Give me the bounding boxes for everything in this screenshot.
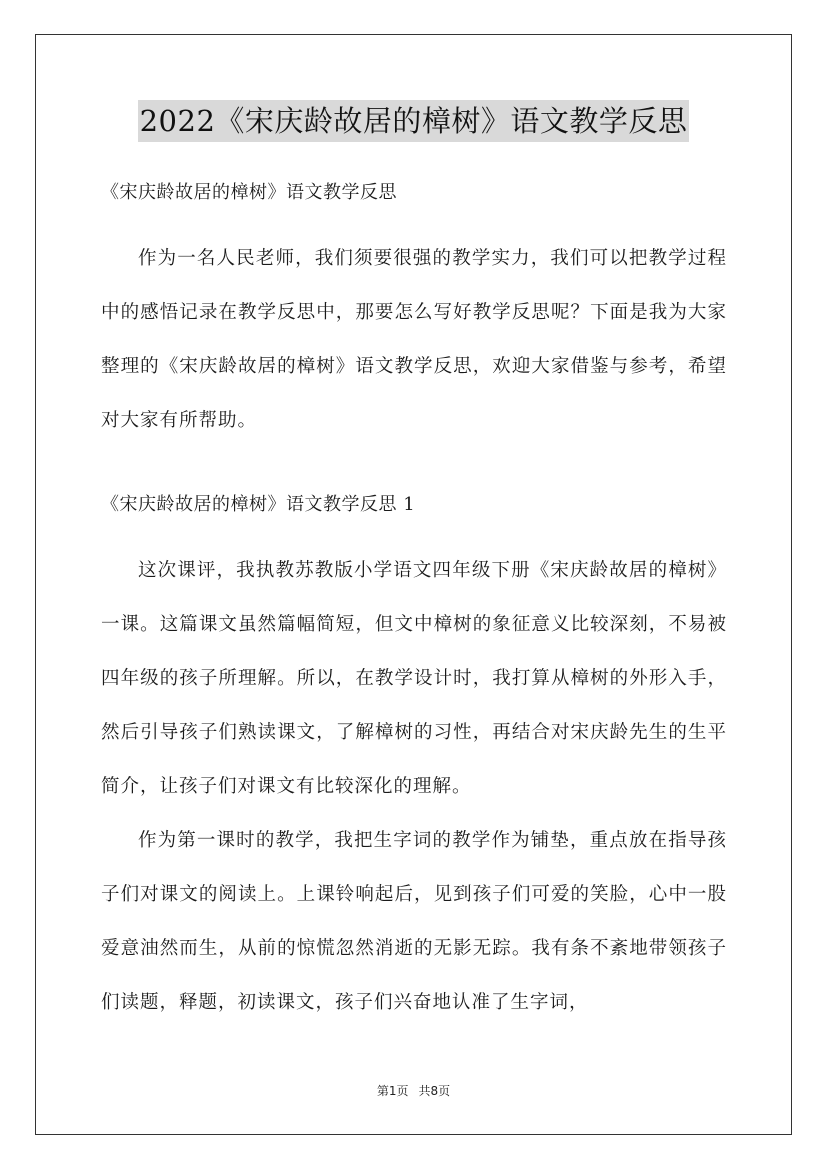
page-footer <box>0 1083 827 1099</box>
intro-paragraph: 作为一名人民老师，我们须要很强的教学实力，我们可以把教学过程中的感悟记录在教学反思中，那要怎么写好教学反思呢？下面是我为大家整理的《宋庆龄故居的樟树》语文教学反思，欢迎大家借鉴与参考，希望对大家有所帮助。 <box>101 248 727 431</box>
page-number: 第1页 <box>376 1084 409 1098</box>
section1-paragraph: 这次课评，我执教苏教版小学语文四年级下册《宋庆龄故居的樟树》一课。这篇课文虽然篇幅简短，但文中樟树的象征意义比较深刻，不易被四年级的孩子所理解。所以，在教学设计时，我打算从樟树的外形入手，然后引导孩子们熟读课文，了解樟树的习性，再结合对宋庆龄先生的生平简介，让孩子们对课文有比较深化的理解。 <box>101 560 727 797</box>
spacer <box>101 522 727 544</box>
document-body <box>101 176 727 1030</box>
document-title: 2022《宋庆龄故居的樟树》语文教学反思 <box>138 100 690 142</box>
spacer <box>101 448 727 488</box>
page-total: 共8页 <box>418 1084 451 1098</box>
section1-heading: 《宋庆龄故居的樟树》语文教学反思 1 <box>101 494 416 515</box>
spacer <box>101 210 727 232</box>
intro-heading: 《宋庆龄故居的樟树》语文教学反思 <box>101 182 397 203</box>
title-container <box>0 100 827 142</box>
section1-paragraph: 作为第一课时的教学，我把生字词的教学作为铺垫，重点放在指导孩子们对课文的阅读上。上课铃响起后，见到孩子们可爱的笑脸，心中一股爱意油然而生，从前的惊慌忽然消逝的无影无踪。我有条不紊地带领孩子们读题，释题，初读课文，孩子们兴奋地认准了生字词， <box>101 830 727 1013</box>
